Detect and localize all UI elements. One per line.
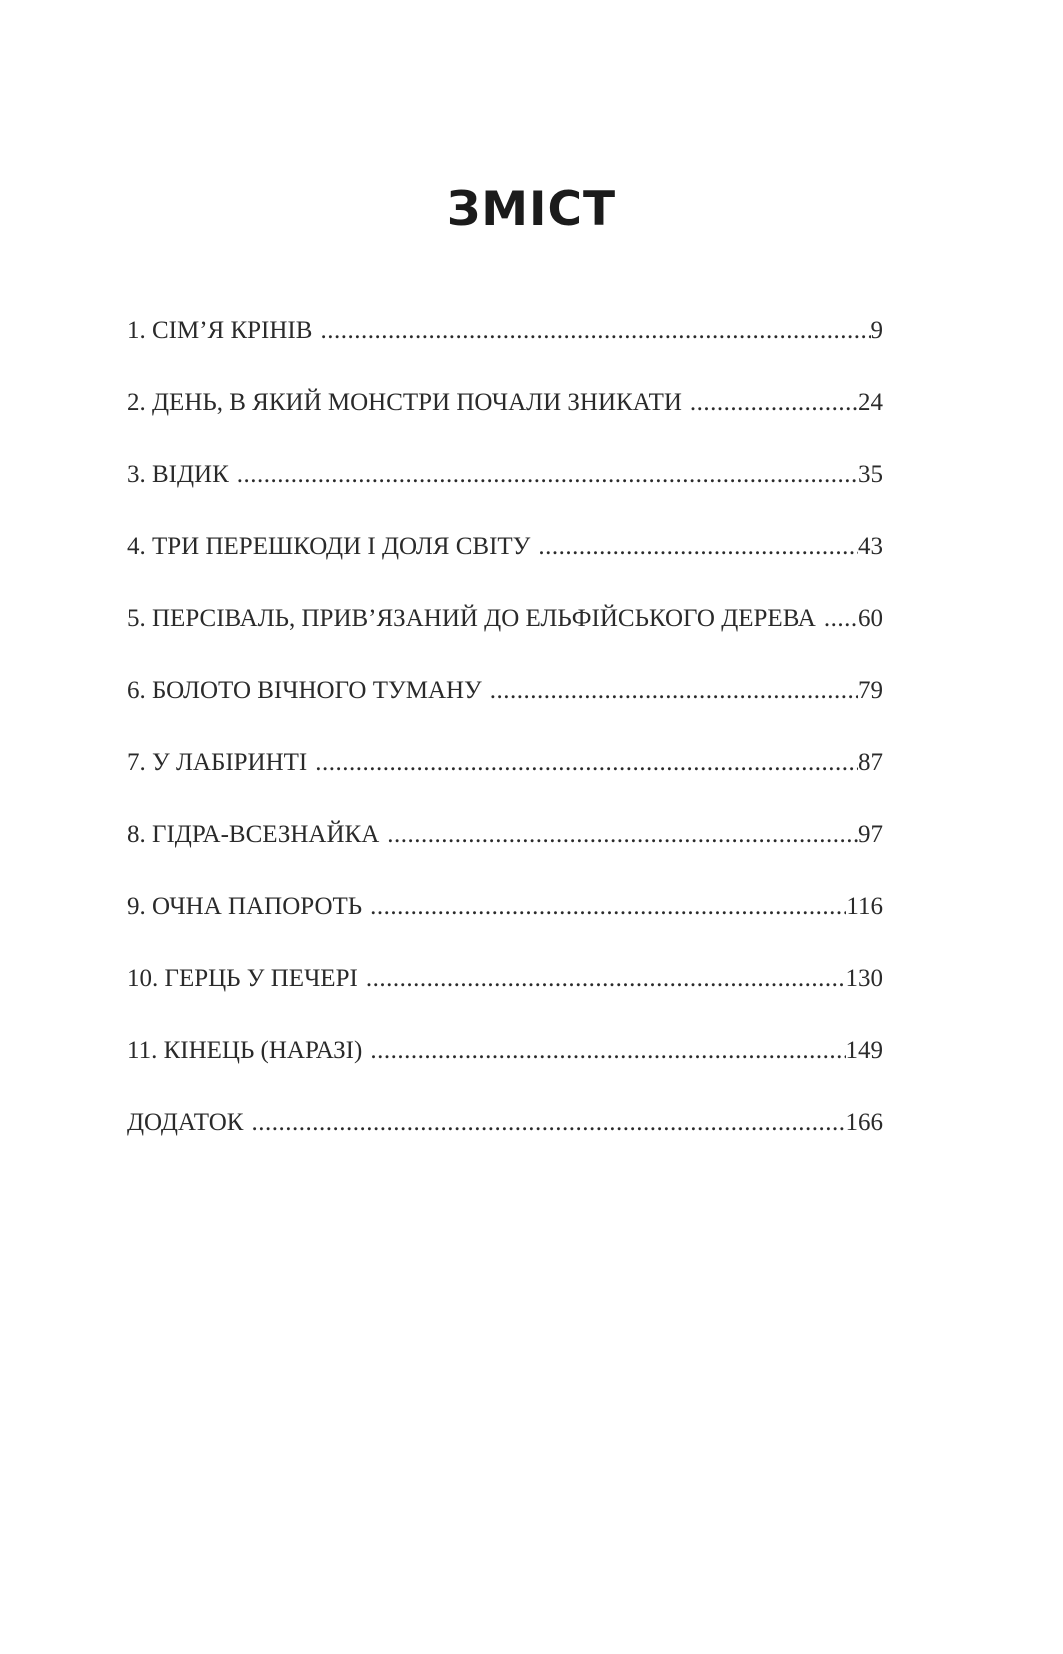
- toc-entry-label: ДОДАТОК: [127, 1109, 244, 1136]
- dot-leader: [370, 1036, 845, 1066]
- toc-entry-page: 79: [858, 677, 883, 704]
- toc-entry-page: 43: [858, 533, 883, 560]
- page-title: ЗМІСТ: [446, 182, 617, 237]
- toc-entry-label: 7. У ЛАБІРИНТІ: [127, 749, 308, 776]
- toc-entry-page: 24: [858, 389, 883, 416]
- toc-entry-label: 11. КІНЕЦЬ (НАРАЗІ): [127, 1037, 363, 1064]
- toc-entry[interactable]: [127, 388, 883, 460]
- toc-entry[interactable]: [127, 676, 883, 748]
- dot-leader: [237, 460, 858, 490]
- toc-entry-page: 9: [870, 317, 883, 344]
- toc-entry-label: 1. СІМ’Я КРІНІВ: [127, 317, 313, 344]
- dot-leader: [690, 388, 858, 418]
- toc-entry[interactable]: [127, 964, 883, 1036]
- toc-entry-label: 8. ГІДРА-ВСЕЗНАЙКА: [127, 821, 380, 848]
- toc-entry-label: 6. БОЛОТО ВІЧНОГО ТУМАНУ: [127, 677, 482, 704]
- toc-entry[interactable]: [127, 532, 883, 604]
- toc-entry-page: 166: [845, 1109, 883, 1136]
- toc-entry-page: 116: [846, 893, 883, 920]
- toc-entry[interactable]: [127, 604, 883, 676]
- toc-entry-page: 87: [858, 749, 883, 776]
- dot-leader: [366, 964, 846, 994]
- toc-entry-label: 5. ПЕРСІВАЛЬ, ПРИВ’ЯЗАНИЙ ДО ЕЛЬФІЙСЬКОГО ДЕРЕВА: [127, 605, 816, 632]
- toc-entry-page: 149: [845, 1037, 883, 1064]
- dot-leader: [315, 748, 858, 778]
- dot-leader: [824, 604, 858, 634]
- dot-leader: [490, 676, 858, 706]
- toc-entry[interactable]: [127, 460, 883, 532]
- toc-entry-label: 10. ГЕРЦЬ У ПЕЧЕРІ: [127, 965, 358, 992]
- dot-leader: [251, 1108, 845, 1138]
- dot-leader: [370, 892, 846, 922]
- toc-entry[interactable]: [127, 1108, 883, 1180]
- toc-entry[interactable]: [127, 892, 883, 964]
- table-of-contents: [127, 316, 883, 1180]
- toc-entry-page: 97: [858, 821, 883, 848]
- toc-entry[interactable]: [127, 748, 883, 820]
- dot-leader: [320, 316, 870, 346]
- toc-entry-page: 130: [845, 965, 883, 992]
- dot-leader: [387, 820, 858, 850]
- toc-entry[interactable]: [127, 820, 883, 892]
- toc-entry-page: 60: [858, 605, 883, 632]
- toc-entry-label: 3. ВІДИК: [127, 461, 229, 488]
- toc-entry[interactable]: [127, 316, 883, 388]
- toc-entry-page: 35: [858, 461, 883, 488]
- toc-entry-label: 2. ДЕНЬ, В ЯКИЙ МОНСТРИ ПОЧАЛИ ЗНИКАТИ: [127, 389, 682, 416]
- toc-entry-label: 9. ОЧНА ПАПОРОТЬ: [127, 893, 363, 920]
- dot-leader: [538, 532, 858, 562]
- toc-entry-label: 4. ТРИ ПЕРЕШКОДИ І ДОЛЯ СВІТУ: [127, 533, 531, 560]
- toc-entry[interactable]: [127, 1036, 883, 1108]
